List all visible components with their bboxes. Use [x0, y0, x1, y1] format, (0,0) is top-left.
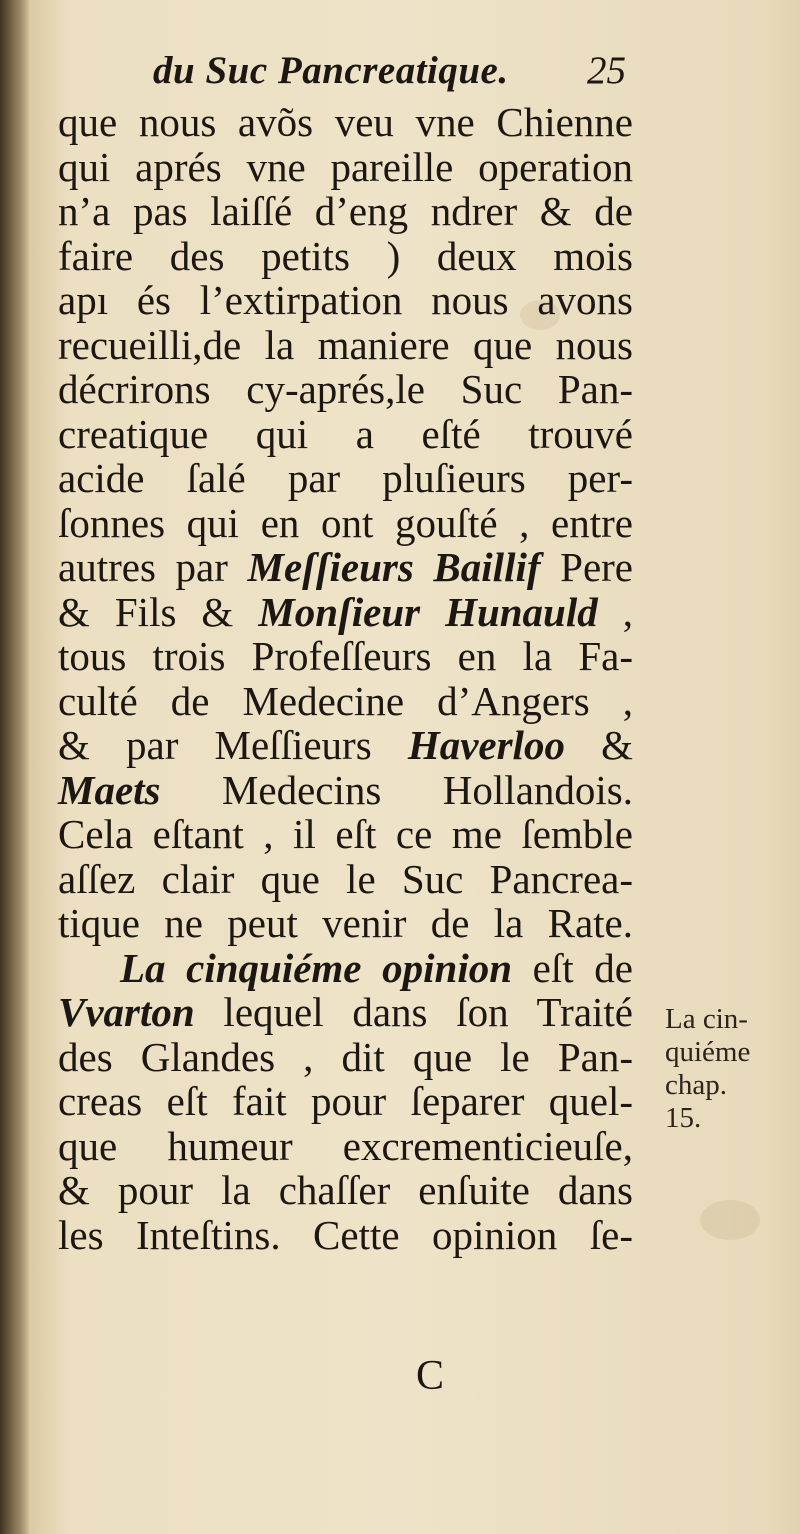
text-run: Cela eſtant , il eſt ce me ſemble: [58, 811, 633, 857]
text-line: [58, 946, 633, 991]
text-line: [58, 234, 633, 279]
text-run: &: [564, 722, 633, 768]
text-run: autres par: [58, 544, 248, 590]
text-run: & Fils &: [58, 588, 259, 635]
text-run: que nous avõs veu vne Chienne: [58, 99, 633, 145]
text-line: [58, 501, 633, 546]
text-run: qui aprés vne pareille operation: [58, 143, 633, 190]
text-run: apı és l’extirpation nous avons: [58, 277, 633, 323]
text-line: [58, 323, 633, 368]
text-line: [58, 768, 633, 813]
margin-note-line: quiéme: [665, 1036, 751, 1068]
text-run: creatique qui a eſté trouvé: [58, 410, 633, 457]
signature-mark: C: [415, 1353, 444, 1399]
text-run: faire des petits ) deux mois: [58, 232, 633, 279]
italic-text: La cinquiéme opinion: [119, 944, 513, 991]
running-title: du Suc Pancreatique.: [153, 49, 509, 92]
book-gutter: [0, 0, 30, 1534]
foxing-spot: [700, 1200, 760, 1240]
text-run: eſt de: [512, 944, 633, 991]
text-line: [58, 590, 633, 635]
italic-text: Vvarton: [58, 989, 195, 1035]
text-run: aſſez clair que le Suc Pancrea-: [58, 855, 633, 902]
text-line: [58, 145, 633, 190]
text-run: décrirons cy-aprés,le Suc Pan-: [58, 366, 633, 412]
text-line: [58, 679, 633, 724]
margin-note-line: La cin-: [665, 1003, 748, 1035]
text-line: [58, 278, 633, 323]
text-run: tique ne peut venir de la Rate.: [58, 900, 633, 946]
text-run: des Glandes , dit que le Pan-: [58, 1033, 633, 1080]
text-run: Pere: [540, 544, 633, 590]
text-line: [58, 812, 633, 857]
margin-note-line: 15.: [665, 1102, 702, 1134]
text-run: acide ſalé par pluſieurs per-: [58, 455, 633, 501]
text-run: tous trois Profeſſeurs en la Fa-: [58, 633, 633, 679]
text-line: [58, 723, 633, 768]
page-number: 25: [587, 49, 626, 92]
text-run: recueilli,de la maniere que nous: [58, 321, 633, 368]
italic-text: Monſieur Hunauld: [258, 588, 598, 635]
text-line: [58, 990, 633, 1035]
text-line: [58, 634, 633, 679]
text-run: culté de Medecine d’Angers ,: [58, 677, 633, 724]
text-run: que humeur excrementicieuſe,: [58, 1122, 633, 1169]
text-run: n’a pas laiſſé d’eng ndrer & de: [58, 188, 633, 234]
text-line: [58, 1168, 633, 1213]
text-run: lequel dans ſon Traité: [194, 989, 633, 1035]
italic-text: Haverloo: [407, 722, 565, 768]
text-run: ,: [597, 588, 634, 635]
text-line: [58, 1035, 633, 1080]
text-run: [58, 945, 120, 991]
text-run: creas eſt fait pour ſeparer quel-: [58, 1078, 633, 1124]
text-run: & par Meſſieurs: [58, 722, 408, 768]
text-line: [58, 1213, 633, 1258]
text-run: ſonnes qui en ont gouſté , entre: [58, 499, 633, 546]
text-run: Medecins Hollandois.: [160, 766, 633, 813]
italic-text: Meſſieurs Baillif: [247, 544, 541, 590]
text-line: [58, 901, 633, 946]
italic-text: Maets: [58, 766, 161, 813]
margin-note-line: chap.: [665, 1069, 727, 1101]
text-line: [58, 456, 633, 501]
text-line: [58, 412, 633, 457]
margin-note: [665, 1003, 785, 1135]
text-line: [58, 1079, 633, 1124]
text-line: [58, 100, 633, 145]
body-text: [58, 100, 633, 1257]
text-line: [58, 367, 633, 412]
text-run: & pour la chaſſer enſuite dans: [58, 1167, 633, 1213]
text-line: [58, 857, 633, 902]
text-line: [58, 1124, 633, 1169]
text-line: [58, 545, 633, 590]
text-line: [58, 189, 633, 234]
text-run: les Inteſtins. Cette opinion ſe-: [58, 1211, 633, 1258]
